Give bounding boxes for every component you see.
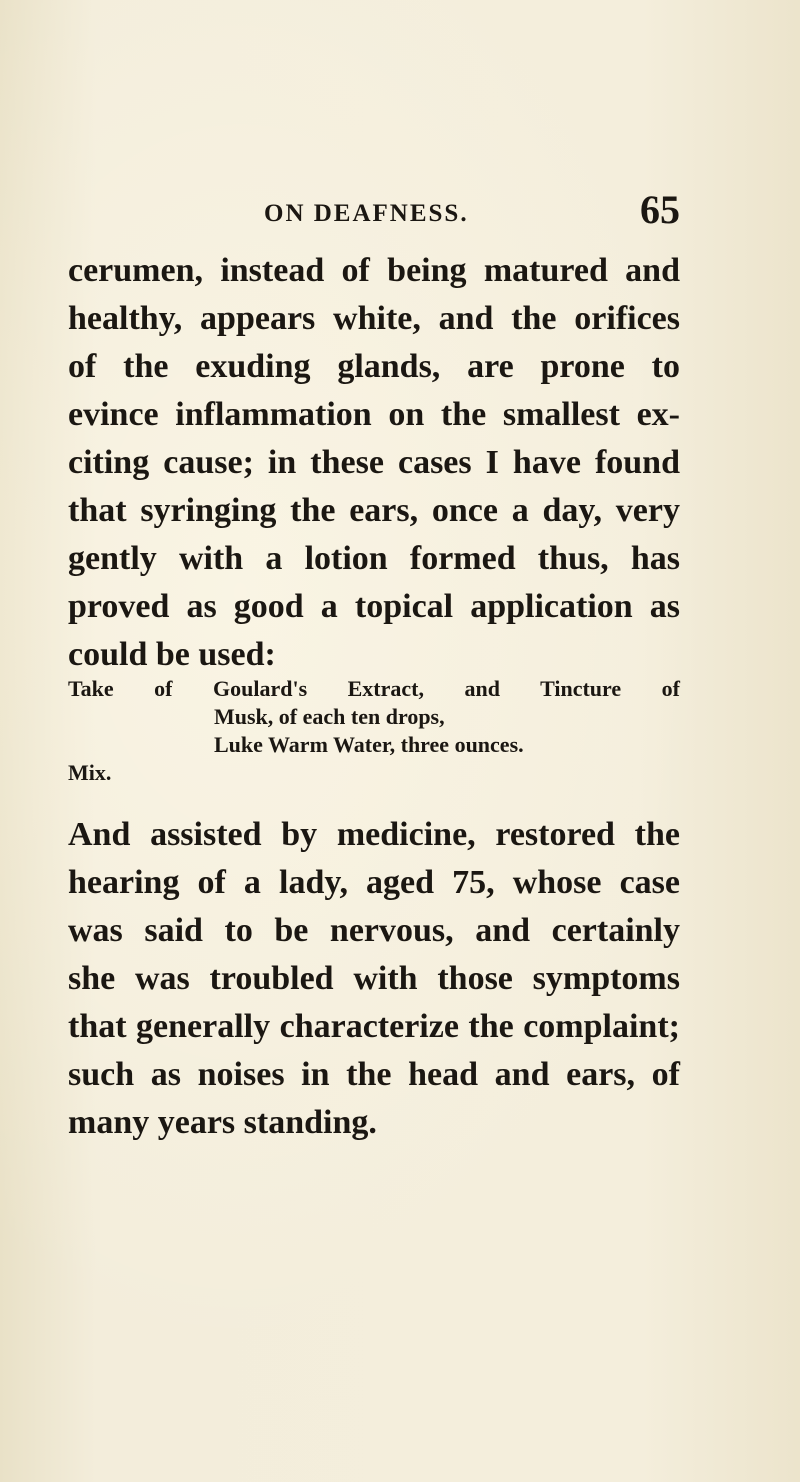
- recipe-line: Luke Warm Water, three ounces.: [214, 732, 524, 757]
- text-line: was said to be nervous, and certainly: [68, 912, 680, 949]
- text-line: such as noises in the head and ears, of: [68, 1056, 680, 1093]
- text-line: citing cause; in these cases I have found: [68, 444, 680, 481]
- page-number: 65: [640, 187, 680, 232]
- recipe-line: Take of Goulard's Extract, and Tincture of: [68, 676, 680, 701]
- text-line: hearing of a lady, aged 75, whose case: [68, 864, 680, 901]
- text-line: proved as good a topical application as: [68, 588, 680, 625]
- text-line: of the exuding glands, are prone to: [68, 348, 680, 385]
- text-line: that generally characterize the complaint;: [68, 1008, 680, 1045]
- recipe-line: Mix.: [68, 760, 112, 785]
- running-head: [68, 187, 680, 242]
- recipe-block: [68, 675, 680, 787]
- text-line: many years standing.: [68, 1104, 377, 1141]
- text-line: could be used:: [68, 636, 276, 673]
- text-line: gently with a lotion formed thus, has: [68, 540, 680, 577]
- text-line: And assisted by medicine, restored the: [68, 816, 680, 853]
- text-line: cerumen, instead of being matured and: [68, 252, 680, 289]
- paragraph-2: [68, 811, 680, 1147]
- paragraph-1: [68, 247, 680, 679]
- running-title: ON DEAFNESS.: [264, 200, 469, 227]
- text-line: healthy, appears white, and the orifices: [68, 300, 680, 337]
- text-line: that syringing the ears, once a day, very: [68, 492, 680, 529]
- text-line: evince inflammation on the smallest ex-: [68, 396, 680, 433]
- recipe-line: Musk, of each ten drops,: [214, 704, 445, 729]
- text-line: she was troubled with those symptoms: [68, 960, 680, 997]
